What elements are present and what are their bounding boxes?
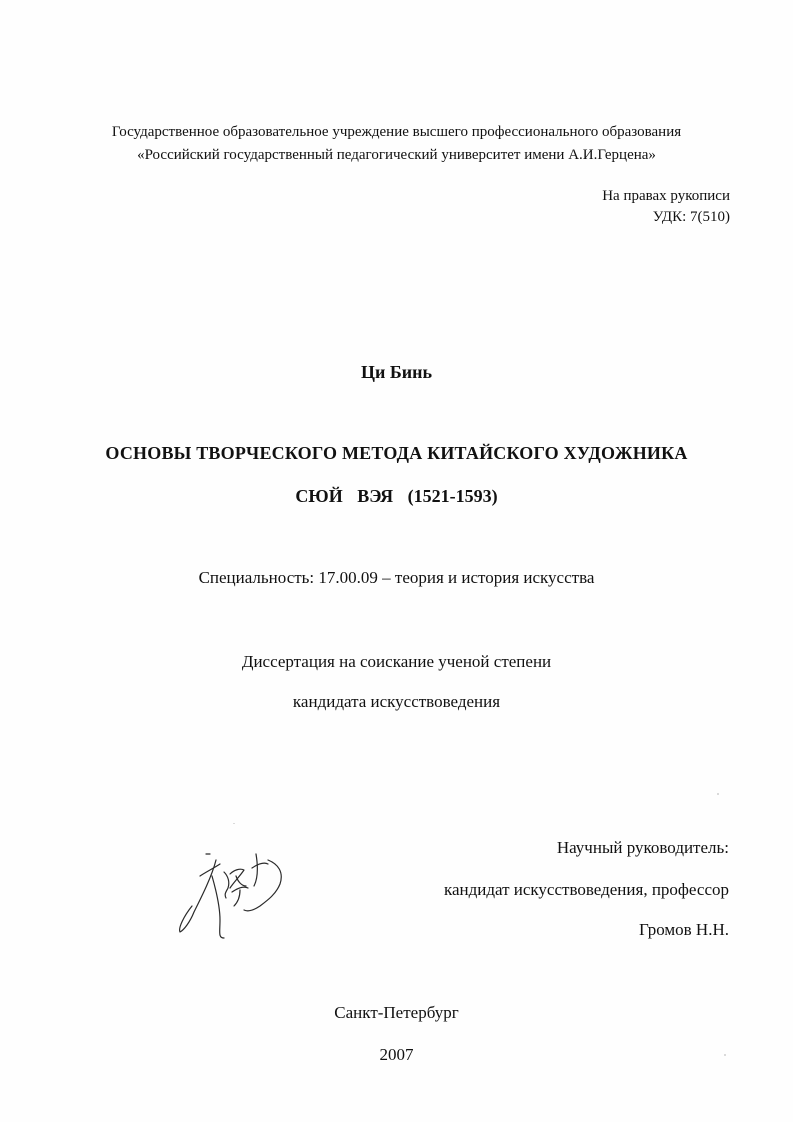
supervisor-position: кандидат искусствоведения, профессор <box>443 880 729 899</box>
udc-code: УДК: 7(510) <box>652 209 730 225</box>
degree-line-2: кандидата искусствоведения <box>292 692 501 711</box>
institution-line-2: «Российский государственный педагогический университет имени А.И.Герцена» <box>137 147 656 163</box>
title-line-1: ОСНОВЫ ТВОРЧЕСКОГО МЕТОДА КИТАЙСКОГО ХУДОЖНИКА <box>105 443 688 463</box>
title-line-2: СЮЙ ВЭЯ (1521-1593) <box>295 486 498 506</box>
manuscript-note: На правах рукописи <box>602 188 730 204</box>
city: Санкт-Петербург <box>334 1003 459 1022</box>
institution-line-1: Государственное образовательное учреждение высшего профессионального образования <box>111 124 682 140</box>
degree-line-1: Диссертация на соискание ученой степени <box>241 652 552 671</box>
year: 2007 <box>379 1045 414 1064</box>
scan-speck <box>717 793 719 795</box>
scan-speck <box>724 1054 726 1056</box>
handwritten-signature <box>172 846 302 946</box>
scan-speck <box>233 823 235 824</box>
supervisor-label: Научный руководитель: <box>556 838 729 857</box>
supervisor-name: Громов Н.Н. <box>638 920 729 939</box>
author-name: Ци Бинь <box>360 362 433 382</box>
specialty: Специальность: 17.00.09 – теория и история искусства <box>198 568 595 587</box>
